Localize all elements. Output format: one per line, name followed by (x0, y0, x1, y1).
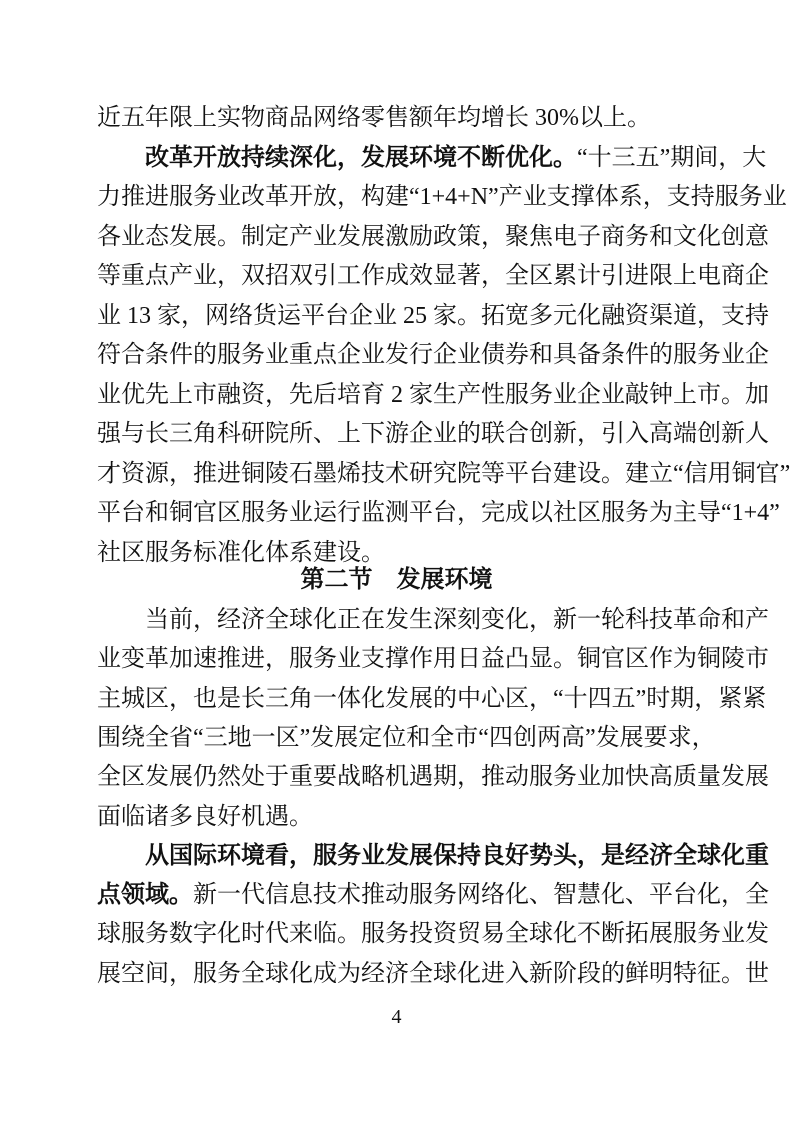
line-text: 强与长三角科研院所、上下游企业的联合创新，引入高端创新人 (97, 421, 769, 447)
line-text: 符合条件的服务业重点企业发行企业债券和具备条件的服务业企 (97, 342, 769, 368)
line-text: 业变革加速推进，服务业支撑作用日益凸显。铜官区作为铜陵市 (97, 646, 769, 673)
text-line (97, 643, 769, 675)
text-line (97, 142, 767, 174)
text-line (97, 604, 769, 636)
text-line (97, 497, 780, 529)
line-text: 近五年限上实物商品网络零售额年均增长 30%以上。 (97, 105, 651, 131)
line-text: 全区发展仍然处于重要战略机遇期，推动服务业加快高质量发展 (97, 764, 769, 791)
text-line (97, 221, 769, 253)
line-text: 主城区，也是长三角一体化发展的中心区，“十四五”时期，紧紧 (97, 685, 767, 712)
text-line (97, 339, 769, 371)
line-text: 业优先上市融资，先后培育 2 家生产性服务业企业敲钟上市。加 (97, 381, 769, 408)
line-text: 社区服务标准化体系建设。 (97, 539, 385, 566)
line-text: 新一代信息技术推动服务网络化、智慧化、平台化，全 (193, 882, 769, 909)
section-number: 第二节 (300, 567, 373, 593)
text-line (97, 418, 769, 450)
line-text: 面临诸多良好机遇。 (97, 803, 313, 830)
bold-lead-text: 改革开放持续深化，发展环境不断优化。 (145, 144, 577, 171)
bold-lead-text: 从国际环境看，服务业发展保持良好势头，是经济全球化重 (145, 842, 769, 869)
line-text: 各业态发展。制定产业发展激励政策，聚焦电子商务和文化创意 (97, 223, 769, 250)
text-line (97, 722, 716, 754)
text-line (97, 761, 769, 793)
section-title: 发展环境 (396, 567, 493, 593)
text-line (97, 379, 769, 411)
text-line (97, 260, 769, 292)
text-line (97, 683, 767, 715)
text-line (97, 300, 769, 332)
line-text: 业 13 家，网络货运平台企业 25 家。拓宽多元化融资渠道，支持 (97, 302, 769, 329)
text-line (97, 879, 769, 911)
text-line (97, 801, 701, 833)
text-line (97, 918, 769, 950)
line-text: 平台和铜官区服务业运行监测平台，完成以社区服务为主导“1+4” (97, 500, 780, 526)
text-line (97, 840, 769, 872)
line-text: 等重点产业，双招双引工作成效显著，全区累计引进限上电商企 (97, 263, 769, 289)
text-line (97, 958, 769, 990)
line-text: 当前，经济全球化正在发生深刻变化，新一轮科技革命和产 (145, 607, 769, 633)
line-text: 球服务数字化时代来临。服务投资贸易全球化不断拓展服务业发 (97, 921, 769, 948)
bold-lead-text: 点领域。 (97, 882, 193, 909)
line-text: 才资源，推进铜陵石墨烯技术研究院等平台建设。建立“信用铜官” (97, 460, 791, 487)
text-line (97, 102, 701, 134)
line-text: “十三五”期间，大 (577, 144, 767, 171)
text-line (97, 181, 787, 213)
page-number: 4 (391, 1006, 402, 1028)
section-heading (0, 564, 793, 596)
line-text: 围绕全省“三地一区”发展定位和全市“四创两高”发展要求， (97, 724, 716, 751)
line-text: 展空间，服务全球化成为经济全球化进入新阶段的鲜明特征。世 (97, 960, 769, 987)
text-line (97, 458, 791, 490)
line-text: 力推进服务业改革开放，构建“1+4+N”产业支撑体系，支持服务业 (97, 184, 787, 210)
